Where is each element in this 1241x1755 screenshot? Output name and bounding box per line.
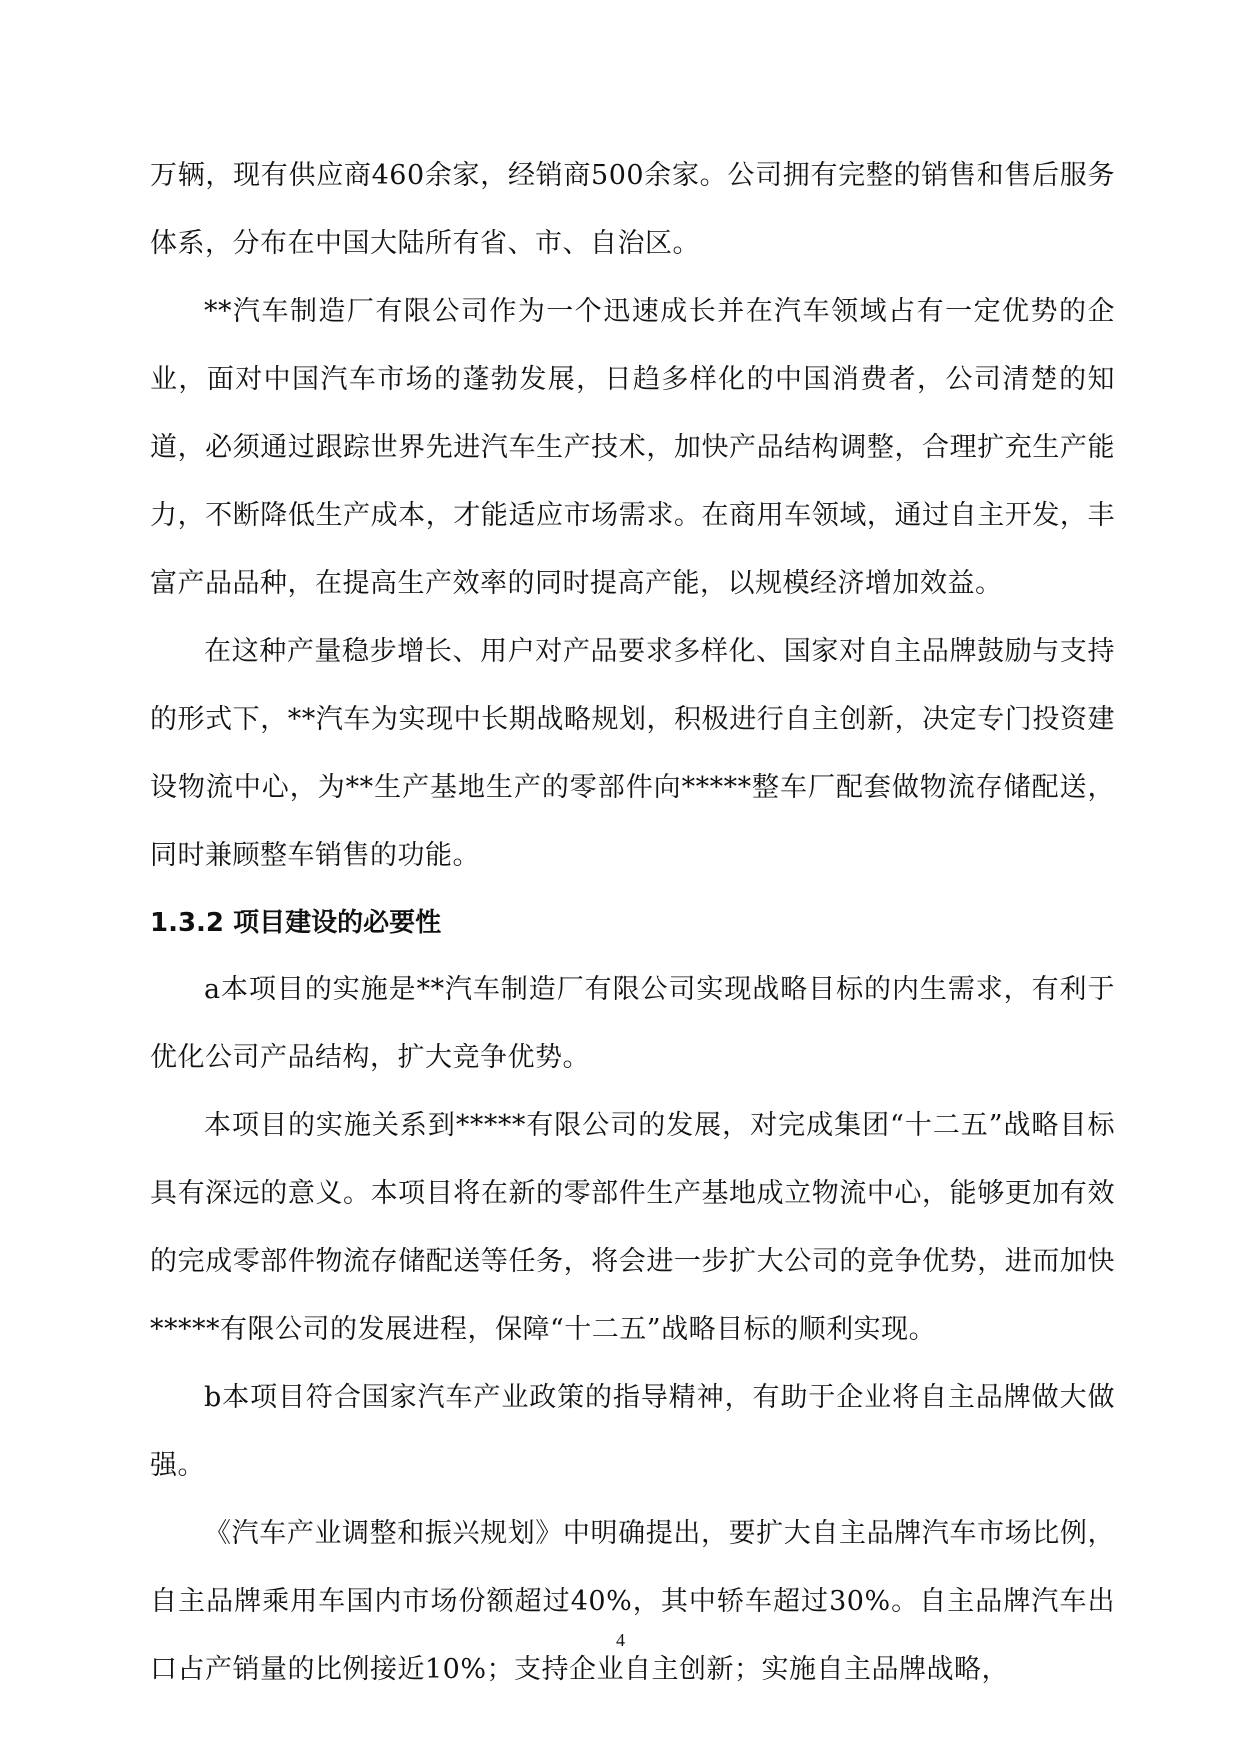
page-body (150, 142, 1115, 1704)
paragraph-logistics-decision: 在这种产量稳步增长、用户对产品要求多样化、国家对自主品牌鼓励与支持的形式下，**汽车为实现中长期战略规划，积极进行自主创新，决定专门投资建设物流中心，为**生产基地生产的零部件向*****整车厂配套做物流存储配送，同时兼顾整车销售的功能。 (150, 636, 1115, 871)
page-number: 4 (616, 1630, 625, 1650)
paragraph-point-a: a本项目的实施是**汽车制造厂有限公司实现战略目标的内生需求，有利于优化公司产品结构，扩大竞争优势。 (150, 974, 1115, 1073)
section-heading: 1.3.2 项目建设的必要性 (150, 908, 442, 938)
paragraph-strategy-significance: 本项目的实施关系到*****有限公司的发展，对完成集团“十二五”战略目标具有深远的意义。本项目将在新的零部件生产基地成立物流中心，能够更加有效的完成零部件物流存储配送等任务，将会进一步扩大公司的竞争优势，进而加快*****有限公司的发展进程，保障“十二五”战略目标的顺利实现。 (150, 1110, 1115, 1345)
paragraph-continued: 万辆，现有供应商460余家，经销商500余家。公司拥有完整的销售和售后服务体系，分布在中国大陆所有省、市、自治区。 (150, 160, 1115, 259)
paragraph-policy-plan: 《汽车产业调整和振兴规划》中明确提出，要扩大自主品牌汽车市场比例，自主品牌乘用车国内市场份额超过40%，其中轿车超过30%。自主品牌汽车出口占产销量的比例接近10%；支持企业自主创新；实施自主品牌战略， (150, 1518, 1115, 1685)
paragraph-point-b: b本项目符合国家汽车产业政策的指导精神，有助于企业将自主品牌做大做强。 (150, 1382, 1115, 1481)
paragraph-company-overview: **汽车制造厂有限公司作为一个迅速成长并在汽车领域占有一定优势的企业，面对中国汽车市场的蓬勃发展，日趋多样化的中国消费者，公司清楚的知道，必须通过跟踪世界先进汽车生产技术，加快产品结构调整，合理扩充生产能力，不断降低生产成本，才能适应市场需求。在商用车领域，通过自主开发，丰富产品品种，在提高生产效率的同时提高产能，以规模经济增加效益。 (150, 296, 1115, 599)
